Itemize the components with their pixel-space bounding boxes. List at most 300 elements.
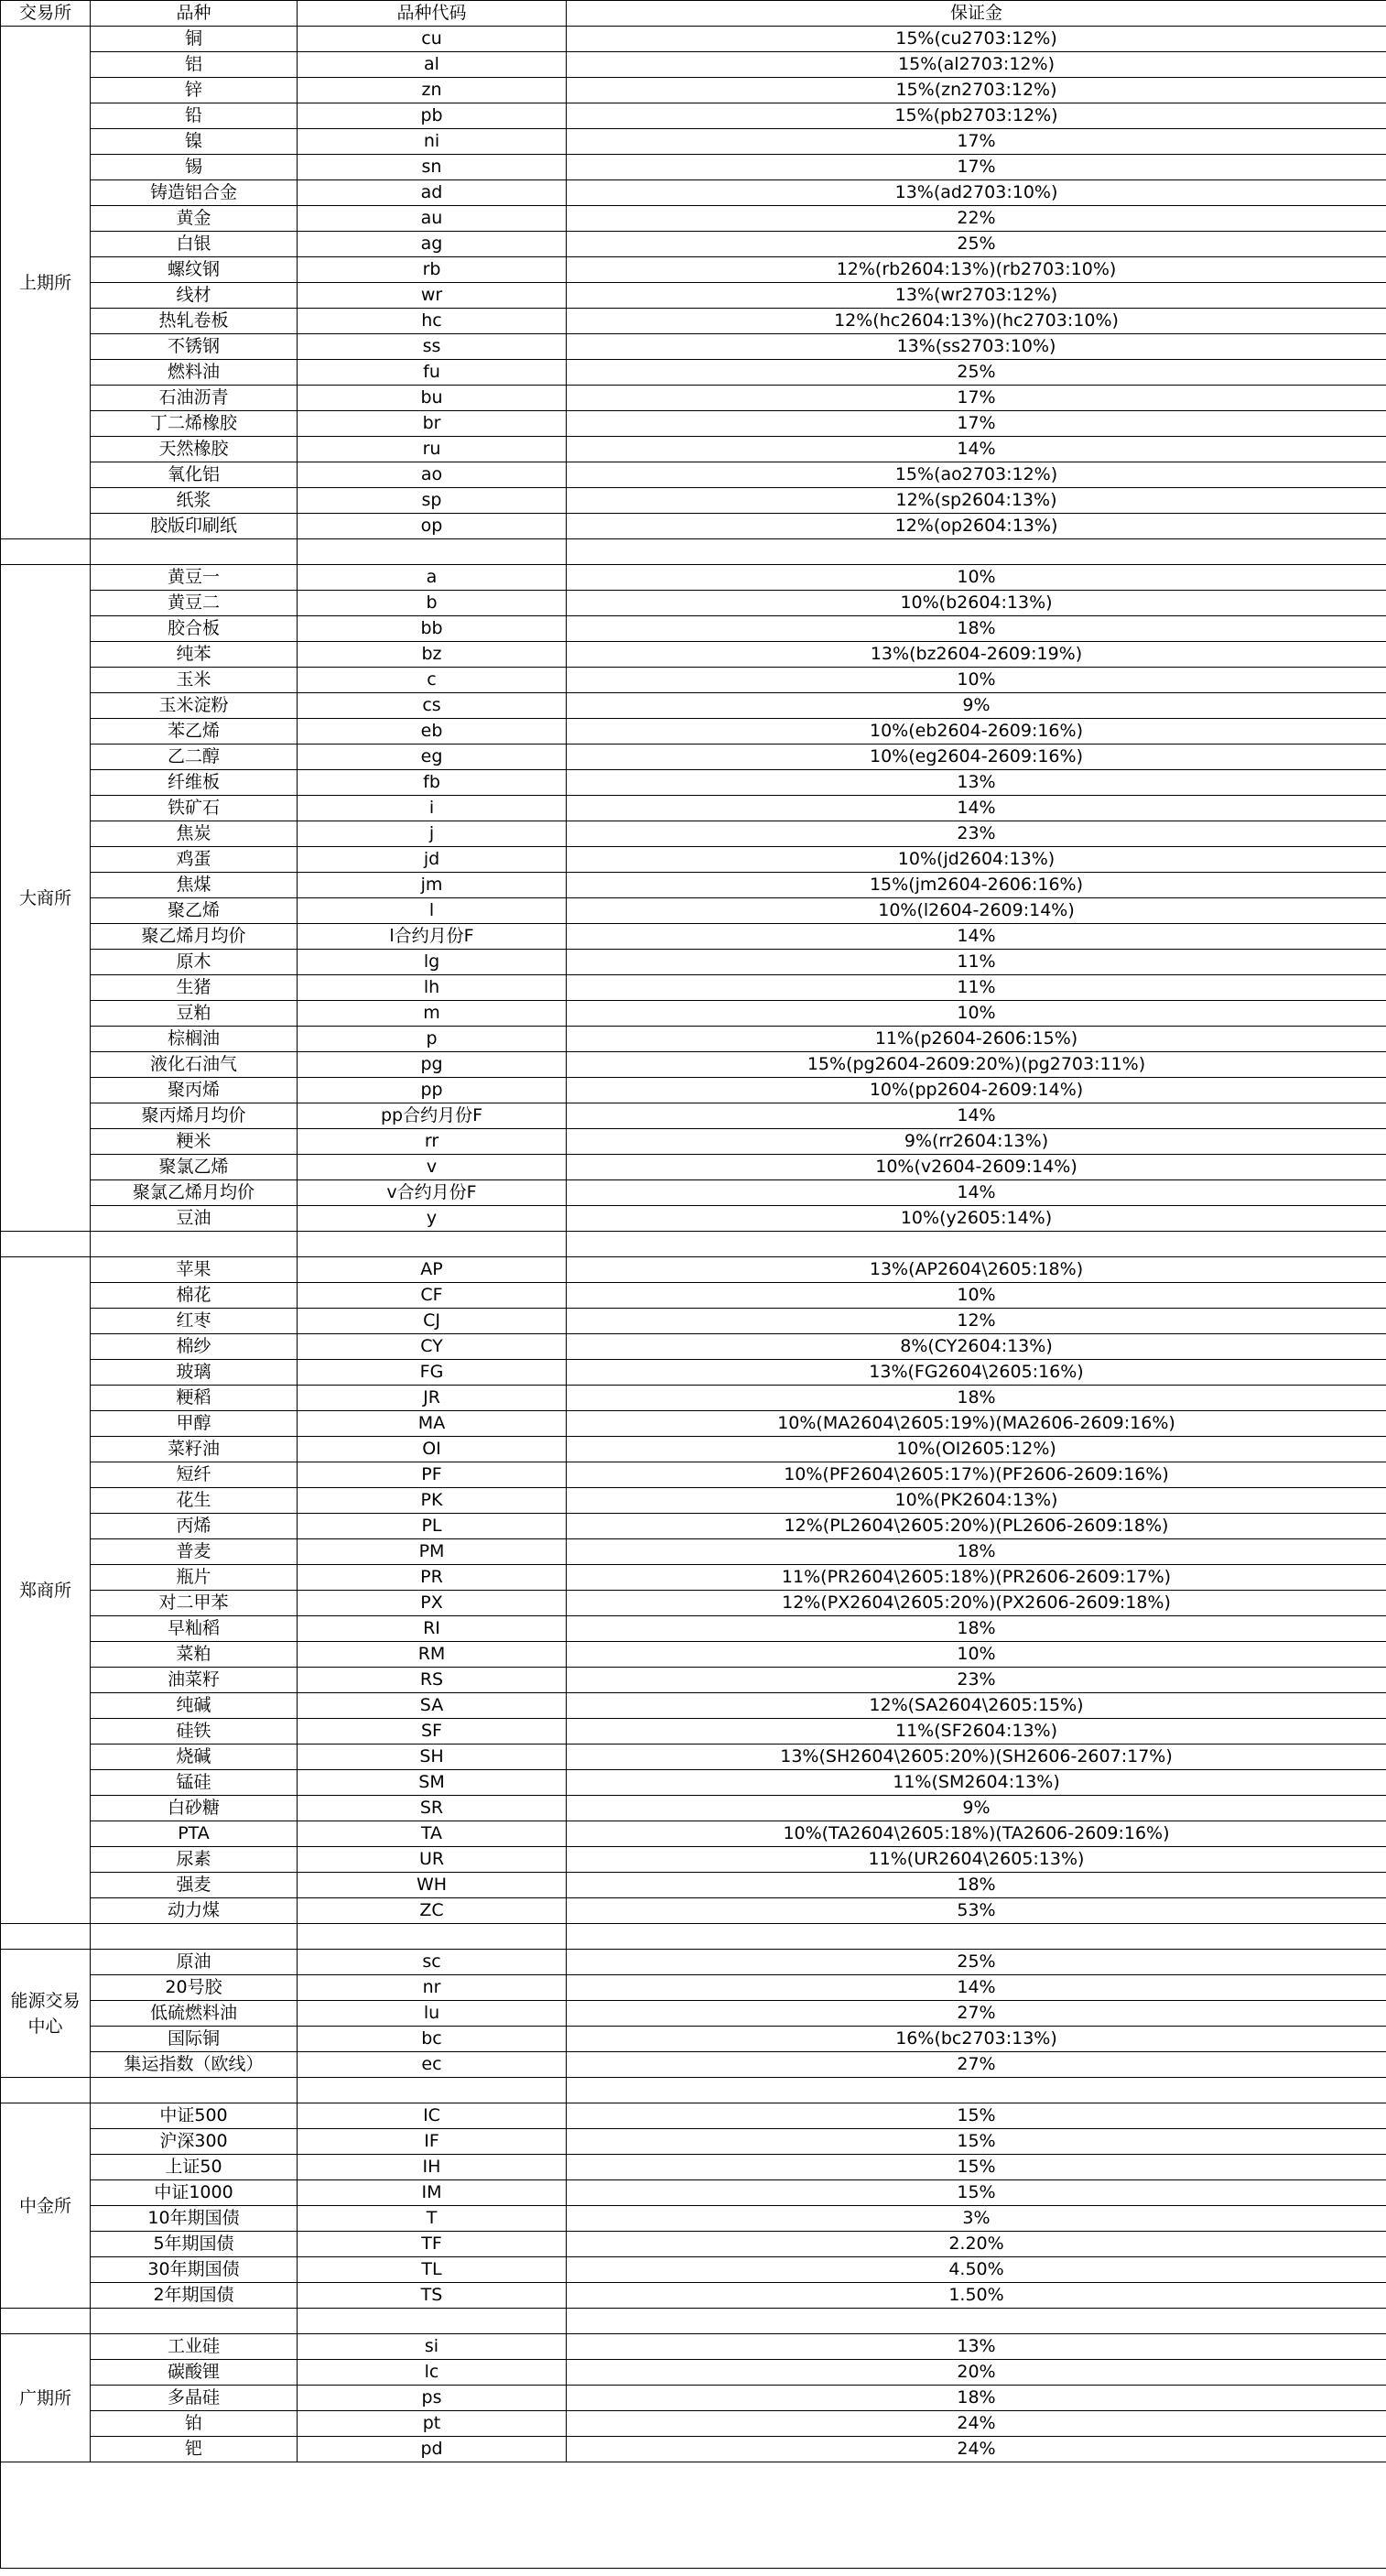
margin-cell: 10%(PF2604\2605:17%)(PF2606-2609:16%) bbox=[567, 1462, 1386, 1488]
table-row bbox=[1, 1821, 1386, 1847]
variety-cell: 棕榈油 bbox=[91, 1027, 298, 1052]
code-cell: sp bbox=[298, 488, 567, 514]
code-cell: UR bbox=[298, 1847, 567, 1873]
code-cell: ag bbox=[298, 232, 567, 257]
variety-cell: 纤维板 bbox=[91, 770, 298, 796]
table-row bbox=[1, 27, 1386, 52]
margin-cell: 9%(rr2604:13%) bbox=[567, 1129, 1386, 1155]
table-row bbox=[1, 2103, 1386, 2129]
empty-cell bbox=[91, 1924, 298, 1950]
exchange-name-cell: 郑商所 bbox=[1, 1257, 91, 1924]
empty-cell bbox=[91, 2309, 298, 2334]
margin-cell: 12%(hc2604:13%)(hc2703:10%) bbox=[567, 309, 1386, 334]
margin-cell: 14% bbox=[567, 1975, 1386, 2001]
table-row bbox=[1, 642, 1386, 668]
table-row bbox=[1, 1514, 1386, 1539]
empty-cell bbox=[298, 1924, 567, 1950]
variety-cell: 硅铁 bbox=[91, 1719, 298, 1745]
separator-row bbox=[1, 2462, 1386, 2569]
table-row bbox=[1, 103, 1386, 129]
margin-cell: 14% bbox=[567, 1180, 1386, 1206]
table-row bbox=[1, 1565, 1386, 1591]
empty-cell bbox=[567, 1924, 1386, 1950]
table-row bbox=[1, 334, 1386, 360]
code-cell: OI bbox=[298, 1437, 567, 1462]
variety-cell: 螺纹钢 bbox=[91, 257, 298, 283]
variety-cell: 纯苯 bbox=[91, 642, 298, 668]
code-cell: si bbox=[298, 2334, 567, 2360]
margin-cell: 9% bbox=[567, 693, 1386, 719]
code-cell: c bbox=[298, 668, 567, 693]
variety-cell: 纯碱 bbox=[91, 1693, 298, 1719]
margin-cell: 18% bbox=[567, 1873, 1386, 1898]
margin-cell: 2.20% bbox=[567, 2232, 1386, 2257]
variety-cell: 5年期国债 bbox=[91, 2232, 298, 2257]
variety-cell: 棉纱 bbox=[91, 1334, 298, 1360]
code-cell: hc bbox=[298, 309, 567, 334]
code-cell: PL bbox=[298, 1514, 567, 1539]
code-cell: PR bbox=[298, 1565, 567, 1591]
code-cell: bu bbox=[298, 386, 567, 411]
variety-cell: 普麦 bbox=[91, 1539, 298, 1565]
table-row bbox=[1, 1847, 1386, 1873]
code-cell: ss bbox=[298, 334, 567, 360]
variety-cell: 白银 bbox=[91, 232, 298, 257]
variety-cell: 铅 bbox=[91, 103, 298, 129]
margin-cell: 24% bbox=[567, 2411, 1386, 2437]
empty-cell bbox=[1, 1232, 91, 1257]
margin-cell: 12% bbox=[567, 1309, 1386, 1334]
table-row bbox=[1, 950, 1386, 975]
code-cell: p bbox=[298, 1027, 567, 1052]
code-cell: AP bbox=[298, 1257, 567, 1283]
table-row bbox=[1, 2257, 1386, 2283]
table-row bbox=[1, 616, 1386, 642]
empty-cell bbox=[1, 1924, 91, 1950]
code-cell: IH bbox=[298, 2155, 567, 2180]
variety-cell: 胶版印刷纸 bbox=[91, 514, 298, 539]
margin-cell: 12%(op2604:13%) bbox=[567, 514, 1386, 539]
variety-cell: 聚乙烯月均价 bbox=[91, 924, 298, 950]
margin-cell: 15%(cu2703:12%) bbox=[567, 27, 1386, 52]
table-row bbox=[1, 1052, 1386, 1078]
margin-cell: 14% bbox=[567, 796, 1386, 821]
margin-cell: 12%(PX2604\2605:20%)(PX2606-2609:18%) bbox=[567, 1591, 1386, 1616]
code-cell: RM bbox=[298, 1642, 567, 1668]
margin-cell: 10%(jd2604:13%) bbox=[567, 847, 1386, 873]
variety-cell: 对二甲苯 bbox=[91, 1591, 298, 1616]
code-cell: l bbox=[298, 898, 567, 924]
code-cell: al bbox=[298, 52, 567, 78]
code-cell: rr bbox=[298, 1129, 567, 1155]
variety-cell: 短纤 bbox=[91, 1462, 298, 1488]
margin-cell: 53% bbox=[567, 1898, 1386, 1924]
variety-cell: 聚丙烯 bbox=[91, 1078, 298, 1103]
table-row bbox=[1, 2386, 1386, 2411]
empty-cell bbox=[567, 1232, 1386, 1257]
margin-cell: 15% bbox=[567, 2155, 1386, 2180]
table-row bbox=[1, 2206, 1386, 2232]
code-cell: j bbox=[298, 821, 567, 847]
variety-cell: 黄金 bbox=[91, 206, 298, 232]
empty-cell bbox=[91, 1232, 298, 1257]
code-cell: pb bbox=[298, 103, 567, 129]
margin-cell: 15%(ao2703:12%) bbox=[567, 462, 1386, 488]
table-row bbox=[1, 1206, 1386, 1232]
margin-cell: 12%(PL2604\2605:20%)(PL2606-2609:18%) bbox=[567, 1514, 1386, 1539]
table-row bbox=[1, 411, 1386, 437]
table-row bbox=[1, 2283, 1386, 2309]
margin-cell: 10%(y2605:14%) bbox=[567, 1206, 1386, 1232]
table-row bbox=[1, 462, 1386, 488]
code-cell: bz bbox=[298, 642, 567, 668]
table-row bbox=[1, 1462, 1386, 1488]
code-cell: TL bbox=[298, 2257, 567, 2283]
variety-cell: 丙烯 bbox=[91, 1514, 298, 1539]
code-cell: y bbox=[298, 1206, 567, 1232]
table-row bbox=[1, 1180, 1386, 1206]
table-row bbox=[1, 2334, 1386, 2360]
margin-cell: 8%(CY2604:13%) bbox=[567, 1334, 1386, 1360]
margin-cell: 17% bbox=[567, 129, 1386, 155]
code-cell: sc bbox=[298, 1950, 567, 1975]
separator-row bbox=[1, 2078, 1386, 2103]
margin-table-body bbox=[1, 1, 1386, 2569]
variety-cell: 铂 bbox=[91, 2411, 298, 2437]
variety-cell: 苹果 bbox=[91, 1257, 298, 1283]
table-row bbox=[1, 1591, 1386, 1616]
code-cell: PM bbox=[298, 1539, 567, 1565]
separator-row bbox=[1, 539, 1386, 565]
table-row bbox=[1, 1103, 1386, 1129]
header-margin: 保证金 bbox=[567, 1, 1386, 27]
code-cell: lg bbox=[298, 950, 567, 975]
header-code: 品种代码 bbox=[298, 1, 567, 27]
empty-cell bbox=[1, 2462, 1386, 2569]
margin-cell: 13%(AP2604\2605:18%) bbox=[567, 1257, 1386, 1283]
table-row bbox=[1, 2001, 1386, 2027]
table-row bbox=[1, 2052, 1386, 2078]
variety-cell: 乙二醇 bbox=[91, 745, 298, 770]
empty-cell bbox=[567, 539, 1386, 565]
code-cell: zn bbox=[298, 78, 567, 103]
code-cell: i bbox=[298, 796, 567, 821]
variety-cell: 国际铜 bbox=[91, 2027, 298, 2052]
variety-cell: 胶合板 bbox=[91, 616, 298, 642]
margin-cell: 13% bbox=[567, 770, 1386, 796]
table-row bbox=[1, 565, 1386, 591]
table-row bbox=[1, 1386, 1386, 1411]
variety-cell: 强麦 bbox=[91, 1873, 298, 1898]
variety-cell: 工业硅 bbox=[91, 2334, 298, 2360]
table-row bbox=[1, 1257, 1386, 1283]
code-cell: ps bbox=[298, 2386, 567, 2411]
exchange-name-cell: 上期所 bbox=[1, 27, 91, 539]
variety-cell: 瓶片 bbox=[91, 1565, 298, 1591]
margin-cell: 14% bbox=[567, 437, 1386, 462]
table-row bbox=[1, 129, 1386, 155]
table-row bbox=[1, 1309, 1386, 1334]
table-row bbox=[1, 2027, 1386, 2052]
separator-row bbox=[1, 1924, 1386, 1950]
variety-cell: 焦炭 bbox=[91, 821, 298, 847]
table-row bbox=[1, 1411, 1386, 1437]
separator-row bbox=[1, 2309, 1386, 2334]
margin-cell: 12%(SA2604\2605:15%) bbox=[567, 1693, 1386, 1719]
table-row bbox=[1, 283, 1386, 309]
code-cell: SA bbox=[298, 1693, 567, 1719]
variety-cell: 黄豆二 bbox=[91, 591, 298, 616]
margin-cell: 10% bbox=[567, 1283, 1386, 1309]
variety-cell: 鸡蛋 bbox=[91, 847, 298, 873]
code-cell: nr bbox=[298, 1975, 567, 2001]
table-row bbox=[1, 1719, 1386, 1745]
table-row bbox=[1, 360, 1386, 386]
margin-cell: 10%(eb2604-2609:16%) bbox=[567, 719, 1386, 745]
variety-cell: 菜粕 bbox=[91, 1642, 298, 1668]
table-row bbox=[1, 257, 1386, 283]
margin-cell: 10%(OI2605:12%) bbox=[567, 1437, 1386, 1462]
margin-cell: 3% bbox=[567, 2206, 1386, 2232]
table-row bbox=[1, 1873, 1386, 1898]
code-cell: FG bbox=[298, 1360, 567, 1386]
code-cell: jm bbox=[298, 873, 567, 898]
table-row bbox=[1, 821, 1386, 847]
margin-cell: 18% bbox=[567, 616, 1386, 642]
code-cell: RI bbox=[298, 1616, 567, 1642]
code-cell: lc bbox=[298, 2360, 567, 2386]
code-cell: b bbox=[298, 591, 567, 616]
variety-cell: 锡 bbox=[91, 155, 298, 180]
code-cell: eg bbox=[298, 745, 567, 770]
exchange-name-cell: 中金所 bbox=[1, 2103, 91, 2309]
separator-row bbox=[1, 1232, 1386, 1257]
variety-cell: 甲醇 bbox=[91, 1411, 298, 1437]
code-cell: op bbox=[298, 514, 567, 539]
header-row bbox=[1, 1, 1386, 27]
margin-cell: 27% bbox=[567, 2001, 1386, 2027]
table-row bbox=[1, 1796, 1386, 1821]
variety-cell: 花生 bbox=[91, 1488, 298, 1514]
table-row bbox=[1, 1770, 1386, 1796]
code-cell: ec bbox=[298, 2052, 567, 2078]
variety-cell: 氧化铝 bbox=[91, 462, 298, 488]
margin-cell: 9% bbox=[567, 1796, 1386, 1821]
margin-cell: 13%(bz2604-2609:19%) bbox=[567, 642, 1386, 668]
code-cell: IF bbox=[298, 2129, 567, 2155]
margin-cell: 10%(b2604:13%) bbox=[567, 591, 1386, 616]
exchange-name-cell: 大商所 bbox=[1, 565, 91, 1232]
table-row bbox=[1, 898, 1386, 924]
table-row bbox=[1, 1488, 1386, 1514]
header-exchange: 交易所 bbox=[1, 1, 91, 27]
table-row bbox=[1, 668, 1386, 693]
variety-cell: 豆油 bbox=[91, 1206, 298, 1232]
margin-cell: 15%(pg2604-2609:20%)(pg2703:11%) bbox=[567, 1052, 1386, 1078]
table-row bbox=[1, 155, 1386, 180]
table-row bbox=[1, 2129, 1386, 2155]
variety-cell: 生猪 bbox=[91, 975, 298, 1001]
variety-cell: 红枣 bbox=[91, 1309, 298, 1334]
table-row bbox=[1, 1642, 1386, 1668]
margin-cell: 18% bbox=[567, 2386, 1386, 2411]
variety-cell: 铁矿石 bbox=[91, 796, 298, 821]
code-cell: bc bbox=[298, 2027, 567, 2052]
variety-cell: 2年期国债 bbox=[91, 2283, 298, 2309]
variety-cell: 沪深300 bbox=[91, 2129, 298, 2155]
variety-cell: 集运指数（欧线） bbox=[91, 2052, 298, 2078]
empty-cell bbox=[91, 2078, 298, 2103]
variety-cell: 早籼稻 bbox=[91, 1616, 298, 1642]
code-cell: TA bbox=[298, 1821, 567, 1847]
code-cell: au bbox=[298, 206, 567, 232]
code-cell: T bbox=[298, 2206, 567, 2232]
variety-cell: 中证1000 bbox=[91, 2180, 298, 2206]
margin-cell: 13%(wr2703:12%) bbox=[567, 283, 1386, 309]
margin-cell: 23% bbox=[567, 821, 1386, 847]
variety-cell: 20号胶 bbox=[91, 1975, 298, 2001]
variety-cell: 玻璃 bbox=[91, 1360, 298, 1386]
variety-cell: 聚丙烯月均价 bbox=[91, 1103, 298, 1129]
variety-cell: 线材 bbox=[91, 283, 298, 309]
margin-cell: 11%(SF2604:13%) bbox=[567, 1719, 1386, 1745]
code-cell: WH bbox=[298, 1873, 567, 1898]
table-row bbox=[1, 1283, 1386, 1309]
variety-cell: 烧碱 bbox=[91, 1745, 298, 1770]
variety-cell: 豆粕 bbox=[91, 1001, 298, 1027]
variety-cell: 菜籽油 bbox=[91, 1437, 298, 1462]
table-row bbox=[1, 873, 1386, 898]
code-cell: v bbox=[298, 1155, 567, 1180]
empty-cell bbox=[298, 2078, 567, 2103]
variety-cell: 铝 bbox=[91, 52, 298, 78]
variety-cell: 镍 bbox=[91, 129, 298, 155]
variety-cell: 聚氯乙烯 bbox=[91, 1155, 298, 1180]
table-row bbox=[1, 2360, 1386, 2386]
table-row bbox=[1, 386, 1386, 411]
code-cell: PK bbox=[298, 1488, 567, 1514]
margin-cell: 4.50% bbox=[567, 2257, 1386, 2283]
empty-cell bbox=[1, 539, 91, 565]
empty-cell bbox=[91, 539, 298, 565]
table-row bbox=[1, 719, 1386, 745]
table-row bbox=[1, 2180, 1386, 2206]
empty-cell bbox=[1, 2078, 91, 2103]
margin-cell: 10%(PK2604:13%) bbox=[567, 1488, 1386, 1514]
margin-cell: 10% bbox=[567, 565, 1386, 591]
code-cell: jd bbox=[298, 847, 567, 873]
table-row bbox=[1, 975, 1386, 1001]
variety-cell: 聚乙烯 bbox=[91, 898, 298, 924]
empty-cell bbox=[1, 2309, 91, 2334]
code-cell: ru bbox=[298, 437, 567, 462]
variety-cell: 30年期国债 bbox=[91, 2257, 298, 2283]
code-cell: SF bbox=[298, 1719, 567, 1745]
table-row bbox=[1, 847, 1386, 873]
margin-cell: 17% bbox=[567, 386, 1386, 411]
table-row bbox=[1, 770, 1386, 796]
margin-cell: 27% bbox=[567, 2052, 1386, 2078]
margin-cell: 17% bbox=[567, 155, 1386, 180]
table-row bbox=[1, 52, 1386, 78]
variety-cell: 石油沥青 bbox=[91, 386, 298, 411]
table-row bbox=[1, 78, 1386, 103]
empty-cell bbox=[298, 539, 567, 565]
table-row bbox=[1, 924, 1386, 950]
table-row bbox=[1, 1745, 1386, 1770]
variety-cell: 棉花 bbox=[91, 1283, 298, 1309]
margin-cell: 15%(zn2703:12%) bbox=[567, 78, 1386, 103]
margin-cell: 10% bbox=[567, 1642, 1386, 1668]
variety-cell: 黄豆一 bbox=[91, 565, 298, 591]
margin-cell: 11%(PR2604\2605:18%)(PR2606-2609:17%) bbox=[567, 1565, 1386, 1591]
margin-cell: 18% bbox=[567, 1616, 1386, 1642]
margin-cell: 15%(pb2703:12%) bbox=[567, 103, 1386, 129]
code-cell: fb bbox=[298, 770, 567, 796]
code-cell: IM bbox=[298, 2180, 567, 2206]
table-row bbox=[1, 1616, 1386, 1642]
table-row bbox=[1, 2411, 1386, 2437]
code-cell: eb bbox=[298, 719, 567, 745]
code-cell: pp bbox=[298, 1078, 567, 1103]
empty-cell bbox=[298, 1232, 567, 1257]
code-cell: pt bbox=[298, 2411, 567, 2437]
table-row bbox=[1, 1539, 1386, 1565]
table-row bbox=[1, 591, 1386, 616]
table-row bbox=[1, 1129, 1386, 1155]
margin-cell: 24% bbox=[567, 2437, 1386, 2462]
code-cell: PF bbox=[298, 1462, 567, 1488]
margin-cell: 17% bbox=[567, 411, 1386, 437]
table-row bbox=[1, 1898, 1386, 1924]
variety-cell: 铜 bbox=[91, 27, 298, 52]
margin-cell: 12%(rb2604:13%)(rb2703:10%) bbox=[567, 257, 1386, 283]
margin-cell: 11%(SM2604:13%) bbox=[567, 1770, 1386, 1796]
code-cell: SR bbox=[298, 1796, 567, 1821]
code-cell: ZC bbox=[298, 1898, 567, 1924]
margin-cell: 20% bbox=[567, 2360, 1386, 2386]
code-cell: sn bbox=[298, 155, 567, 180]
variety-cell: 白砂糖 bbox=[91, 1796, 298, 1821]
margin-cell: 11% bbox=[567, 950, 1386, 975]
variety-cell: 锰硅 bbox=[91, 1770, 298, 1796]
margin-cell: 13%(ss2703:10%) bbox=[567, 334, 1386, 360]
exchange-name-cell: 能源交易中心 bbox=[1, 1950, 91, 2078]
margin-cell: 15% bbox=[567, 2180, 1386, 2206]
table-row bbox=[1, 2232, 1386, 2257]
empty-cell bbox=[298, 2309, 567, 2334]
variety-cell: 10年期国债 bbox=[91, 2206, 298, 2232]
variety-cell: 聚氯乙烯月均价 bbox=[91, 1180, 298, 1206]
margin-cell: 13%(ad2703:10%) bbox=[567, 180, 1386, 206]
table-row bbox=[1, 1693, 1386, 1719]
margin-cell: 14% bbox=[567, 1103, 1386, 1129]
code-cell: IC bbox=[298, 2103, 567, 2129]
table-row bbox=[1, 693, 1386, 719]
code-cell: l合约月份F bbox=[298, 924, 567, 950]
exchange-name-cell: 广期所 bbox=[1, 2334, 91, 2462]
variety-cell: 苯乙烯 bbox=[91, 719, 298, 745]
variety-cell: 液化石油气 bbox=[91, 1052, 298, 1078]
variety-cell: 油菜籽 bbox=[91, 1668, 298, 1693]
code-cell: CY bbox=[298, 1334, 567, 1360]
margin-cell: 11% bbox=[567, 975, 1386, 1001]
margin-cell: 18% bbox=[567, 1539, 1386, 1565]
margin-cell: 16%(bc2703:13%) bbox=[567, 2027, 1386, 2052]
code-cell: ad bbox=[298, 180, 567, 206]
margin-cell: 11%(p2604-2606:15%) bbox=[567, 1027, 1386, 1052]
variety-cell: 原油 bbox=[91, 1950, 298, 1975]
